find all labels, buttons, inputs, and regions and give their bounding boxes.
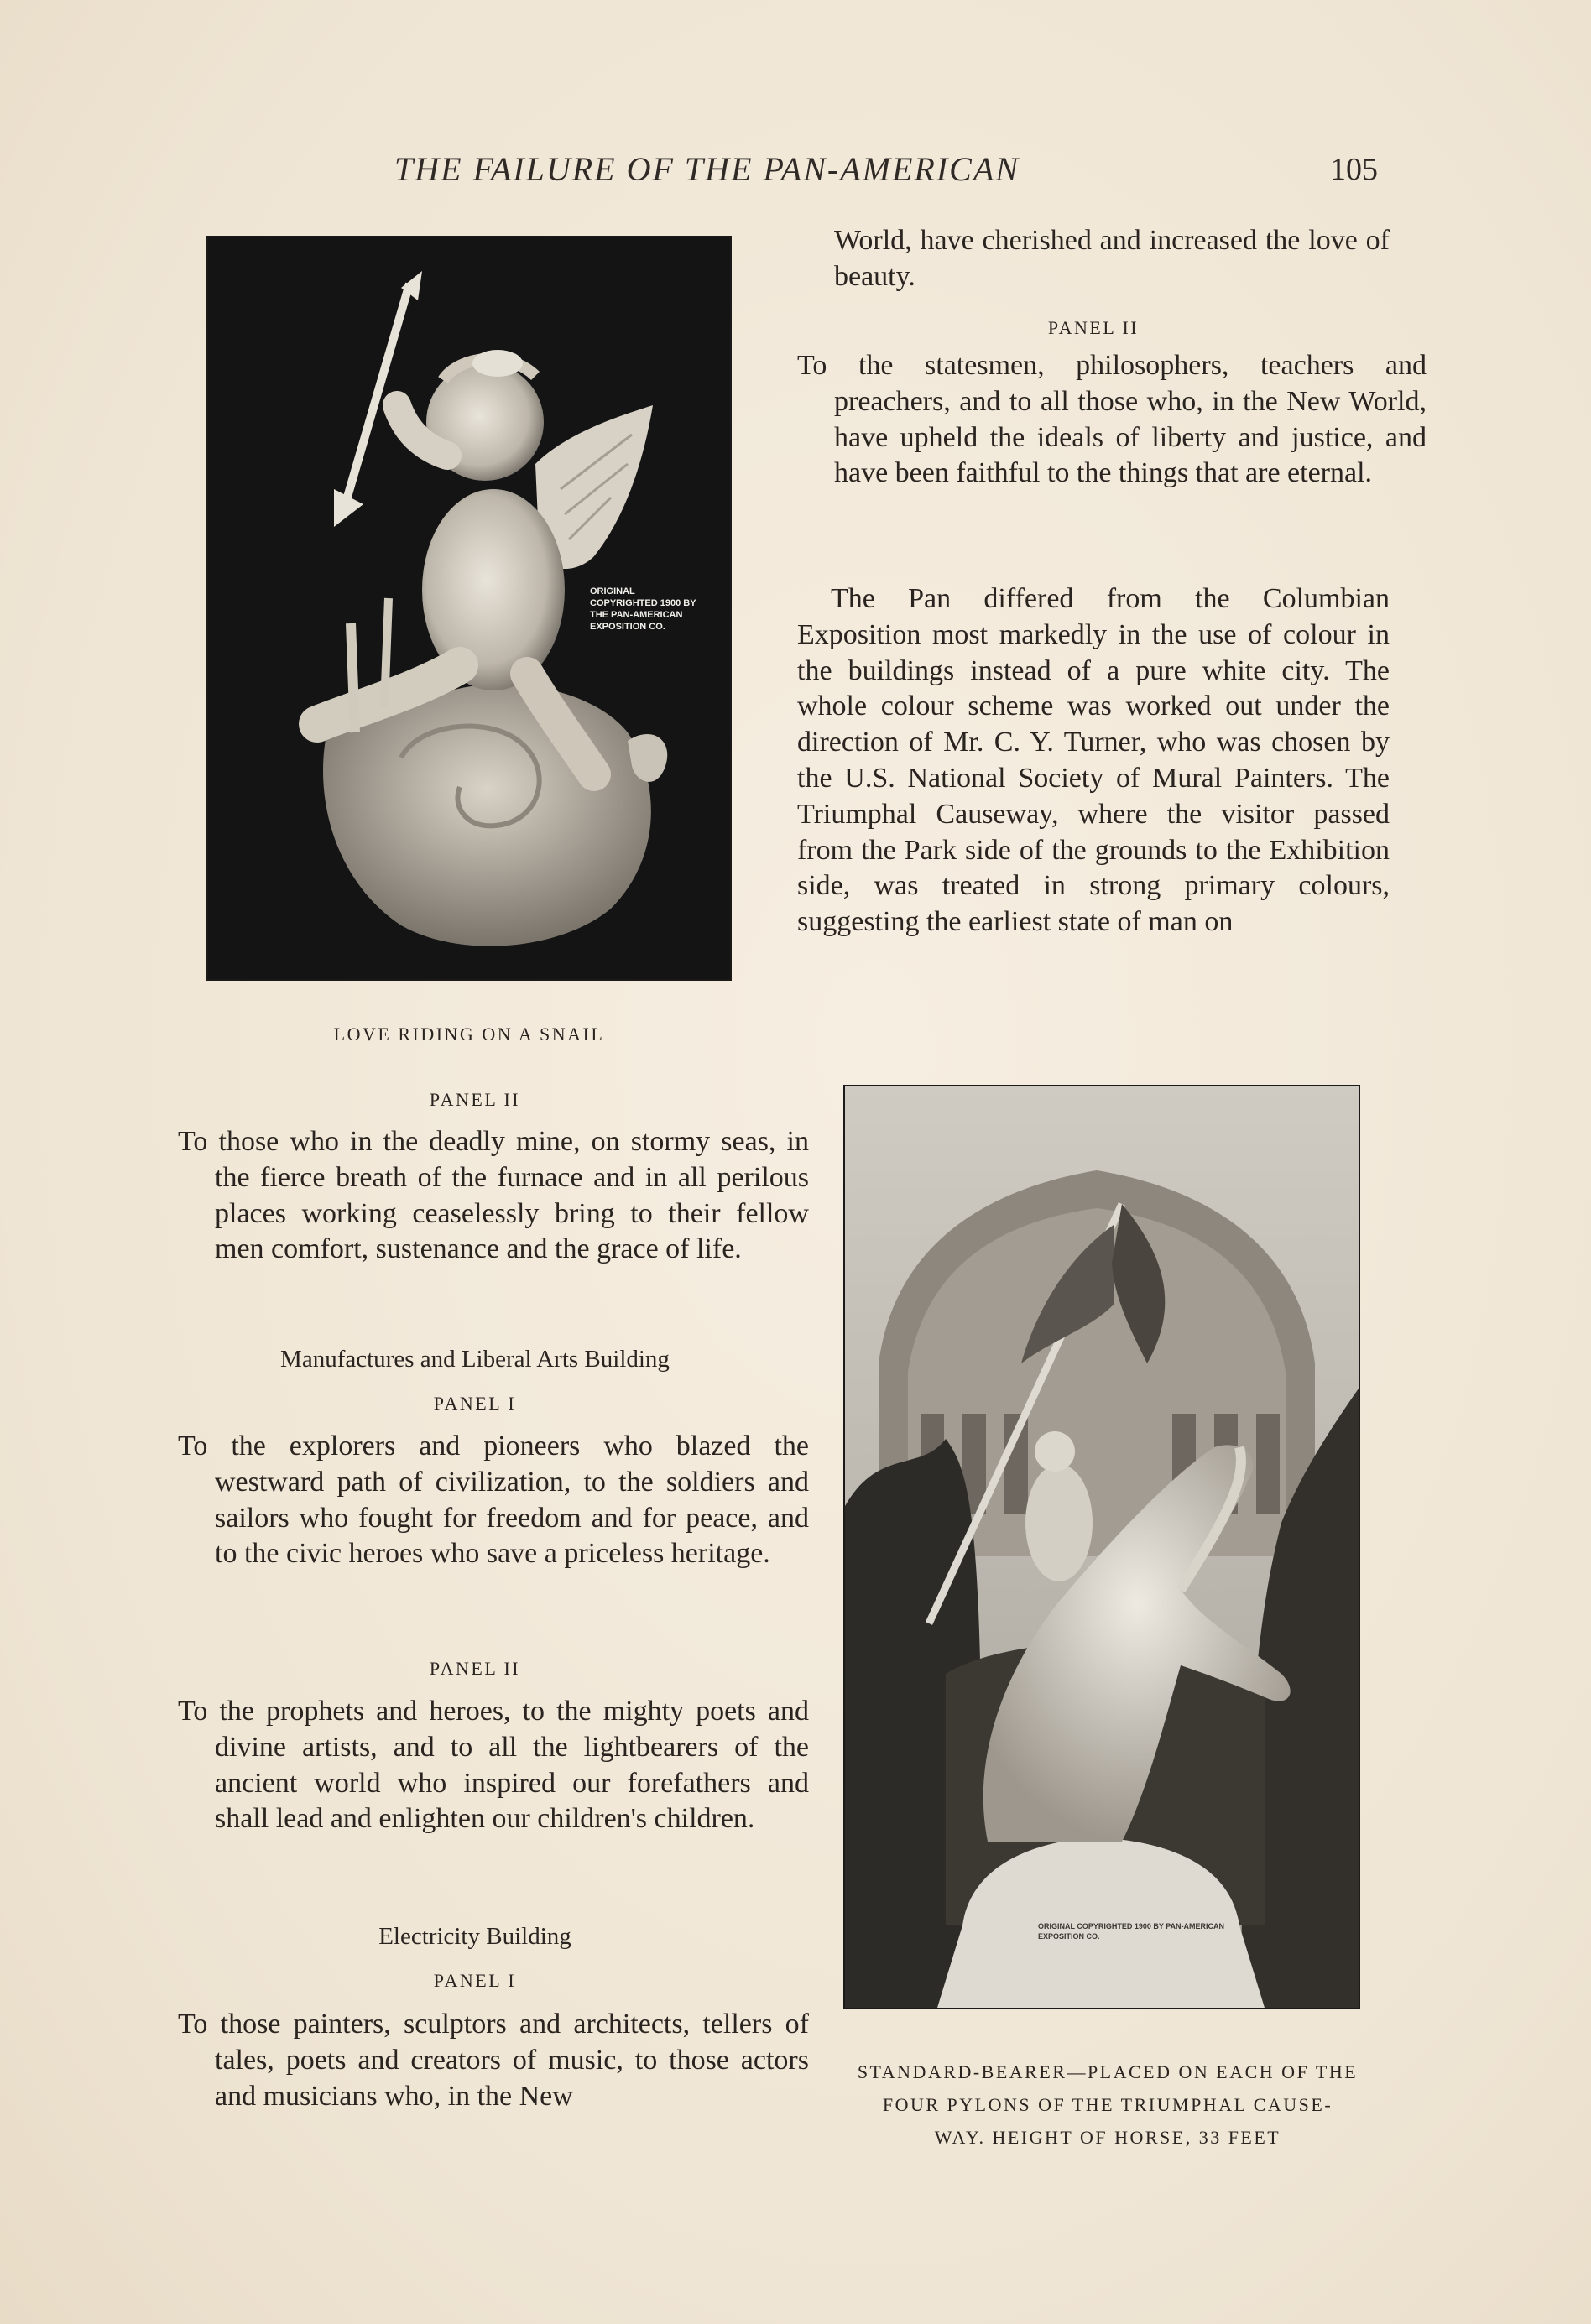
manufactures-panel-2-text: To the prophets and heroes, to the mighty poets and divine artists, and to all the lightbearers of the ancient world who inspired our forefathers and shall lead and enlighten our children's children. xyxy=(178,1696,809,1835)
figure-caption-right xyxy=(806,2056,1410,2154)
page-number: 105 xyxy=(1330,152,1378,187)
caption-line-1: STANDARD-BEARER—PLACED ON EACH OF THE xyxy=(857,2061,1359,2082)
caption-line-3: WAY. HEIGHT OF HORSE, 33 FEET xyxy=(934,2127,1281,2148)
photo-standard-bearer xyxy=(845,1086,1359,2008)
figure-caption-left: LOVE RIDING ON A SNAIL xyxy=(333,1024,605,1045)
running-title: THE FAILURE OF THE PAN-AMERICAN xyxy=(394,150,1020,188)
right-body-paragraph: The Pan differed from the Columbian Exposition most markedly in the use of colour in the buildings instead of a pure white city. The whole colour scheme was worked out under the direction of Mr. C. Y. Turner, who was chosen by the U.S. National Society of Mural Painters. The Triumphal Causeway, where the visitor passed from the Park side of the grounds to the Exhibition side, was treated in strong primary colours, suggesting the earliest state of man on xyxy=(797,583,1390,938)
photo-copyright-stamp-right: ORIGINAL COPYRIGHTED 1900 BY PAN-AMERICAN EXPOSITION CO. xyxy=(1038,1922,1225,1941)
left-panel-2-heading: PANEL II xyxy=(429,1089,521,1110)
building-heading-electricity: Electricity Building xyxy=(378,1923,571,1950)
electricity-panel-1-text: To those painters, sculptors and architects, tellers of tales, poets and creators of music, to those actors and musicians who, in the New xyxy=(178,2009,809,2112)
right-panel-2-text: To the statesmen, philosophers, teachers and preachers, and to all those who, in the New World, have upheld the ideals of liberty and justice, and have been faithful to the things that are eternal. xyxy=(797,350,1427,489)
electricity-panel-1-heading: PANEL I xyxy=(433,1970,517,1991)
caption-line-2: FOUR PYLONS OF THE TRIUMPHAL CAUSE- xyxy=(882,2094,1333,2115)
photo-love-riding-snail xyxy=(208,237,730,979)
right-panel-2-heading: PANEL II xyxy=(1047,317,1140,338)
continuation-text: World, have cherished and increased the love of beauty. xyxy=(834,225,1390,292)
manufactures-panel-1-heading: PANEL I xyxy=(433,1393,517,1414)
manufactures-panel-2-heading: PANEL II xyxy=(429,1658,521,1679)
left-panel-2-text: To those who in the deadly mine, on stormy seas, in the fierce breath of the furnace and in all perilous places working ceaselessly bring to their fellow men comfort, sustenance and the grace of life. xyxy=(178,1126,809,1265)
building-heading-manufactures: Manufactures and Liberal Arts Building xyxy=(280,1346,670,1373)
sculpture-standard-bearer-illustration xyxy=(845,1086,1359,2008)
right-continuation-paragraph xyxy=(797,223,1390,295)
sculpture-cupid-illustration xyxy=(208,237,730,979)
photo-copyright-stamp: ORIGINAL COPYRIGHTED 1900 BY THE PAN-AMERICAN EXPOSITION CO. xyxy=(590,586,696,632)
manufactures-panel-1-text: To the explorers and pioneers who blazed the westward path of civilization, to the soldiers and sailors who fought for freedom and for peace, and to the civic heroes who save a priceless heritage. xyxy=(178,1430,809,1570)
